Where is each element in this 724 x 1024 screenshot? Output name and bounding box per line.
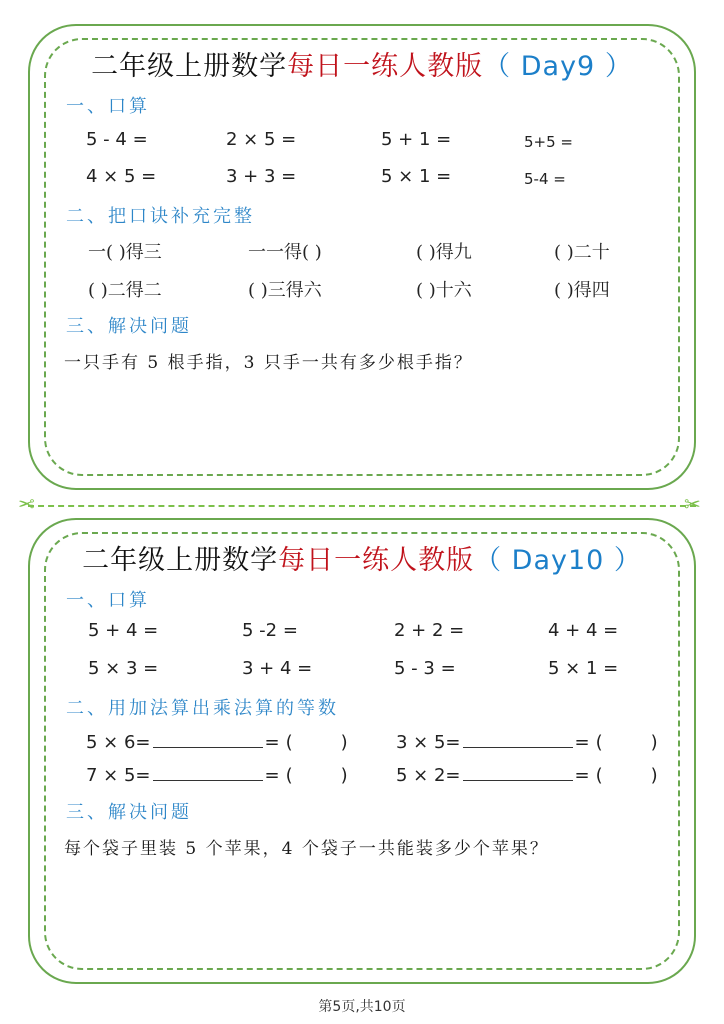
expression: 7 × 5=	[86, 765, 151, 786]
answer-blank[interactable]	[153, 730, 263, 748]
answer-blank[interactable]	[463, 730, 573, 748]
section-heading-mental-math: 一、口算	[66, 590, 150, 611]
title-daily-practice: 每日一练人教版	[287, 51, 484, 82]
section-heading-multiplication-rhymes: 二、把口诀补充完整	[66, 206, 255, 227]
word-problem-text: 一只手有 5 根手指，3 只手一共有多少根手指？	[64, 353, 473, 373]
fill-in-row	[86, 730, 348, 753]
equals-sign: =	[264, 765, 280, 786]
rhyme-blank: ( )二得二	[88, 280, 162, 301]
answer-blank[interactable]	[463, 763, 573, 781]
right-paren: )	[650, 765, 658, 786]
fill-in-row	[86, 763, 348, 786]
right-paren: )	[650, 732, 658, 753]
equation: 5 - 4 =	[86, 129, 148, 150]
title-grade: 二年级上册数学	[91, 51, 288, 82]
answer-parentheses[interactable]	[286, 732, 348, 753]
left-paren: (	[595, 765, 603, 786]
fill-in-row	[396, 763, 658, 786]
section-heading-word-problem: 三、解决问题	[66, 316, 192, 337]
section-heading-mental-math: 一、口算	[66, 96, 150, 117]
equation: 3 + 4 =	[242, 658, 313, 679]
cut-line	[28, 505, 696, 507]
scissors-icon: ✂	[684, 492, 701, 516]
left-paren: (	[285, 732, 293, 753]
equation: 5 + 1 =	[381, 129, 452, 150]
answer-parentheses[interactable]	[596, 732, 658, 753]
rhyme-blank: 一一得( )	[248, 242, 322, 263]
equation: 5 -2 =	[242, 620, 298, 641]
equation: 5 × 1 =	[381, 166, 452, 187]
answer-parentheses[interactable]	[286, 765, 348, 786]
equation: 4 + 4 =	[548, 620, 619, 641]
section-heading-addition-to-multiplication: 二、用加法算出乘法算的等数	[66, 698, 339, 719]
equals-sign: =	[574, 732, 590, 753]
equation: 2 + 2 =	[394, 620, 465, 641]
rhyme-blank: ( )十六	[416, 280, 472, 301]
rhyme-blank: ( )得九	[416, 242, 472, 263]
title-day: （ Day9 ）	[483, 51, 633, 82]
worksheet-card-day10	[28, 518, 696, 984]
word-problem-text: 每个袋子里装 5 个苹果，4 个袋子一共能装多少个苹果？	[64, 839, 549, 859]
right-paren: )	[340, 765, 348, 786]
answer-blank[interactable]	[153, 763, 263, 781]
right-paren: )	[340, 732, 348, 753]
equation: 3 + 3 =	[226, 166, 297, 187]
scissors-icon: ✂	[18, 492, 35, 516]
page-number: 第5页,共10页	[318, 999, 406, 1015]
rhyme-blank: 一( )得三	[88, 242, 162, 263]
equation: 5+5 =	[524, 133, 573, 151]
section-heading-word-problem: 三、解决问题	[66, 802, 192, 823]
card-title	[30, 44, 694, 83]
equation: 2 × 5 =	[226, 129, 297, 150]
equation: 5 × 1 =	[548, 658, 619, 679]
equation: 5 + 4 =	[88, 620, 159, 641]
expression: 3 × 5=	[396, 732, 461, 753]
equation: 4 × 5 =	[86, 166, 157, 187]
answer-parentheses[interactable]	[596, 765, 658, 786]
rhyme-blank: ( )二十	[554, 242, 610, 263]
rhyme-blank: ( )得四	[554, 280, 610, 301]
equals-sign: =	[264, 732, 280, 753]
left-paren: (	[595, 732, 603, 753]
fill-in-row	[396, 730, 658, 753]
rhyme-blank: ( )三得六	[248, 280, 322, 301]
title-grade: 二年级上册数学	[82, 545, 279, 576]
equation: 5 × 3 =	[88, 658, 159, 679]
expression: 5 × 6=	[86, 732, 151, 753]
title-daily-practice: 每日一练人教版	[278, 545, 475, 576]
equation: 5 - 3 =	[394, 658, 456, 679]
equation: 5-4 =	[524, 170, 566, 188]
card-title	[30, 538, 694, 577]
left-paren: (	[285, 765, 293, 786]
title-day: （ Day10 ）	[474, 545, 642, 576]
expression: 5 × 2=	[396, 765, 461, 786]
equals-sign: =	[574, 765, 590, 786]
worksheet-card-day9	[28, 24, 696, 490]
